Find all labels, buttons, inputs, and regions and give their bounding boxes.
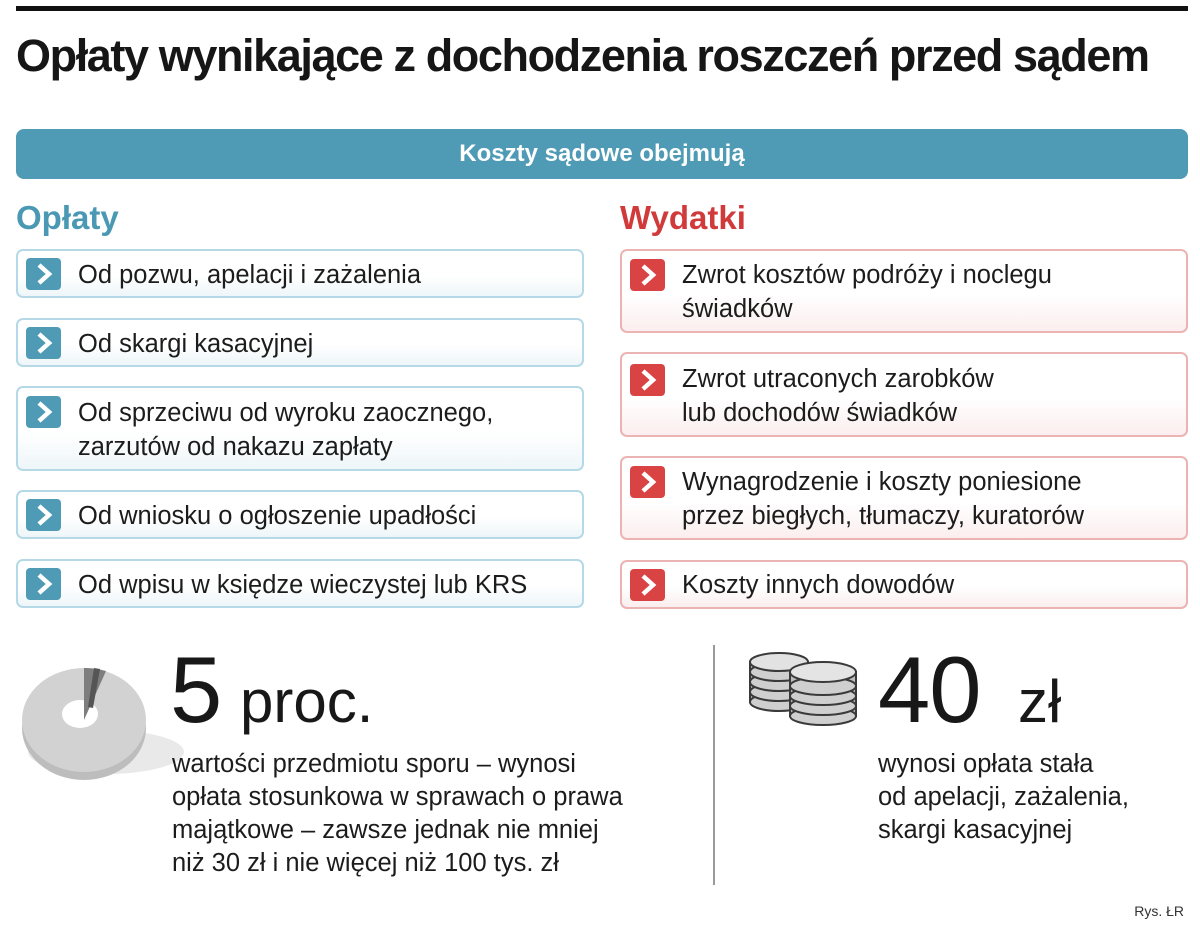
chevron-right-icon <box>26 396 61 428</box>
fee-item-label: Od wniosku o ogłoszenie upadłości <box>78 502 477 530</box>
coins-icon <box>746 640 862 726</box>
chevron-right-icon <box>630 259 665 291</box>
stat-left-line: niż 30 zł i nie więcej niż 100 tys. zł <box>172 849 559 877</box>
stat-right-line: od apelacji, zażalenia, <box>878 783 1129 811</box>
fee-item <box>16 318 584 367</box>
expense-item-label: Koszty innych dowodów <box>682 571 955 599</box>
percentage-pie-icon <box>14 652 186 782</box>
expense-item-label-line1: Wynagrodzenie i koszty poniesione <box>682 468 1082 496</box>
stat-left-line: wartości przedmiotu sporu – wynosi <box>172 750 576 778</box>
fee-item-label-line1: Od sprzeciwu od wyroku zaocznego, <box>78 399 494 427</box>
credit: Rys. ŁR <box>1134 903 1184 919</box>
stat-left-line: opłata stosunkowa w sprawach o prawa <box>172 783 623 811</box>
page-title: Opłaty wynikające z dochodzenia roszczeń przed sądem <box>16 30 1149 81</box>
expense-item <box>620 560 1188 609</box>
chevron-right-icon <box>630 569 665 601</box>
expense-item-label-line2: lub dochodów świadków <box>682 399 957 427</box>
fee-item <box>16 386 584 471</box>
expense-item-label-line2: świadków <box>682 295 793 323</box>
stat-left-line: majątkowe – zawsze jednak nie mniej <box>172 816 599 844</box>
fee-item <box>16 559 584 608</box>
fee-item-label: Od pozwu, apelacji i zażalenia <box>78 261 422 289</box>
banner: Koszty sądowe obejmują <box>16 129 1188 179</box>
stat-right-number: 40 <box>878 637 981 742</box>
expense-item-label-line2: przez biegłych, tłumaczy, kuratorów <box>682 502 1085 530</box>
stat-left-number: 5 <box>170 637 222 742</box>
stat-right-line: wynosi opłata stała <box>878 750 1094 778</box>
expense-item-label-line1: Zwrot utraconych zarobków <box>682 365 994 393</box>
fee-item <box>16 249 584 298</box>
stat-left-unit: proc. <box>240 668 374 735</box>
expense-item <box>620 352 1188 437</box>
right-column-heading: Wydatki <box>620 199 746 236</box>
stat-right-unit: zł <box>1018 668 1062 735</box>
fee-item-label: Od wpisu w księdze wieczystej lub KRS <box>78 571 528 599</box>
left-column-heading: Opłaty <box>16 199 119 236</box>
expense-item <box>620 456 1188 540</box>
chevron-right-icon <box>26 499 61 531</box>
chevron-right-icon <box>26 568 61 600</box>
chevron-right-icon <box>26 258 61 290</box>
chevron-right-icon <box>630 466 665 498</box>
chevron-right-icon <box>630 364 665 396</box>
stat-right-line: skargi kasacyjnej <box>878 816 1073 844</box>
top-rule <box>16 6 1188 11</box>
fee-item-label: Od skargi kasacyjnej <box>78 330 314 358</box>
chevron-right-icon <box>26 327 61 359</box>
fee-item-label-line2: zarzutów od nakazu zapłaty <box>78 433 393 461</box>
divider <box>713 645 715 885</box>
expense-item <box>620 249 1188 333</box>
expense-item-label-line1: Zwrot kosztów podróży i noclegu <box>682 261 1052 289</box>
fee-item <box>16 490 584 539</box>
